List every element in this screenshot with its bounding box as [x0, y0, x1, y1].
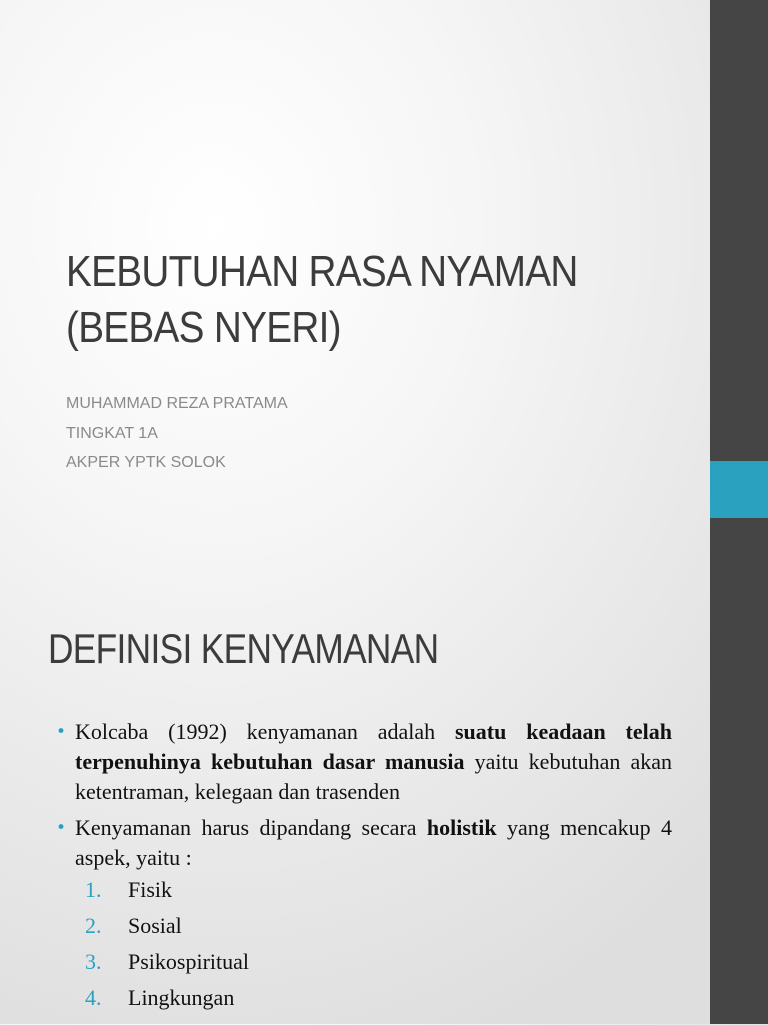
bullet-item-1 — [56, 717, 672, 807]
title-line-1: KEBUTUHAN RASA NYAMAN — [66, 247, 578, 296]
definition-bullets — [56, 717, 672, 1025]
bullet-dot-icon: • — [56, 722, 67, 742]
author-level: TINGKAT 1A — [66, 424, 158, 442]
bullet-item-2 — [56, 813, 672, 1019]
bullet2-text: Kenyamanan harus dipandang secara — [75, 815, 427, 840]
list-item — [75, 875, 672, 911]
aspect-label: Psikospiritual — [128, 949, 250, 974]
aspect-label: Lingkungan — [128, 985, 235, 1010]
slide2-title: DEFINISI KENYAMANAN — [48, 625, 439, 672]
author-name: MUHAMMAD REZA PRATAMA — [66, 395, 288, 412]
list-item — [75, 947, 672, 983]
list-number: 1. — [85, 877, 102, 902]
aspect-label: Fisik — [128, 877, 173, 902]
list-number: 3. — [85, 949, 102, 974]
slide1-subtitle — [66, 389, 288, 478]
list-item — [75, 911, 672, 947]
bullet2-bold: holistik — [426, 815, 497, 840]
author-institution: AKPER YPTK SOLOK — [66, 454, 226, 471]
bullet-dot-icon: • — [56, 818, 67, 838]
list-number: 2. — [85, 913, 102, 938]
title-line-2: (BEBAS NYERI) — [66, 303, 341, 352]
bullet1-text: Kolcaba (1992) kenyamanan adalah — [75, 719, 455, 744]
list-item — [75, 983, 672, 1019]
list-number: 4. — [85, 985, 102, 1010]
bullet1-bold: suatu keadaan telah terpenuhinya kebutuhan dasar manusia — [75, 719, 672, 774]
bullet1-rest: yaitu kebutuhan akan ketentraman, kelegaan dan trasenden — [75, 749, 672, 804]
slide1-title — [66, 244, 620, 356]
aspect-label: Sosial — [128, 913, 182, 938]
aspect-list — [75, 875, 672, 1019]
accent-block — [710, 461, 768, 518]
bullet2-rest: yang mencakup 4 aspek, yaitu : — [75, 815, 672, 870]
